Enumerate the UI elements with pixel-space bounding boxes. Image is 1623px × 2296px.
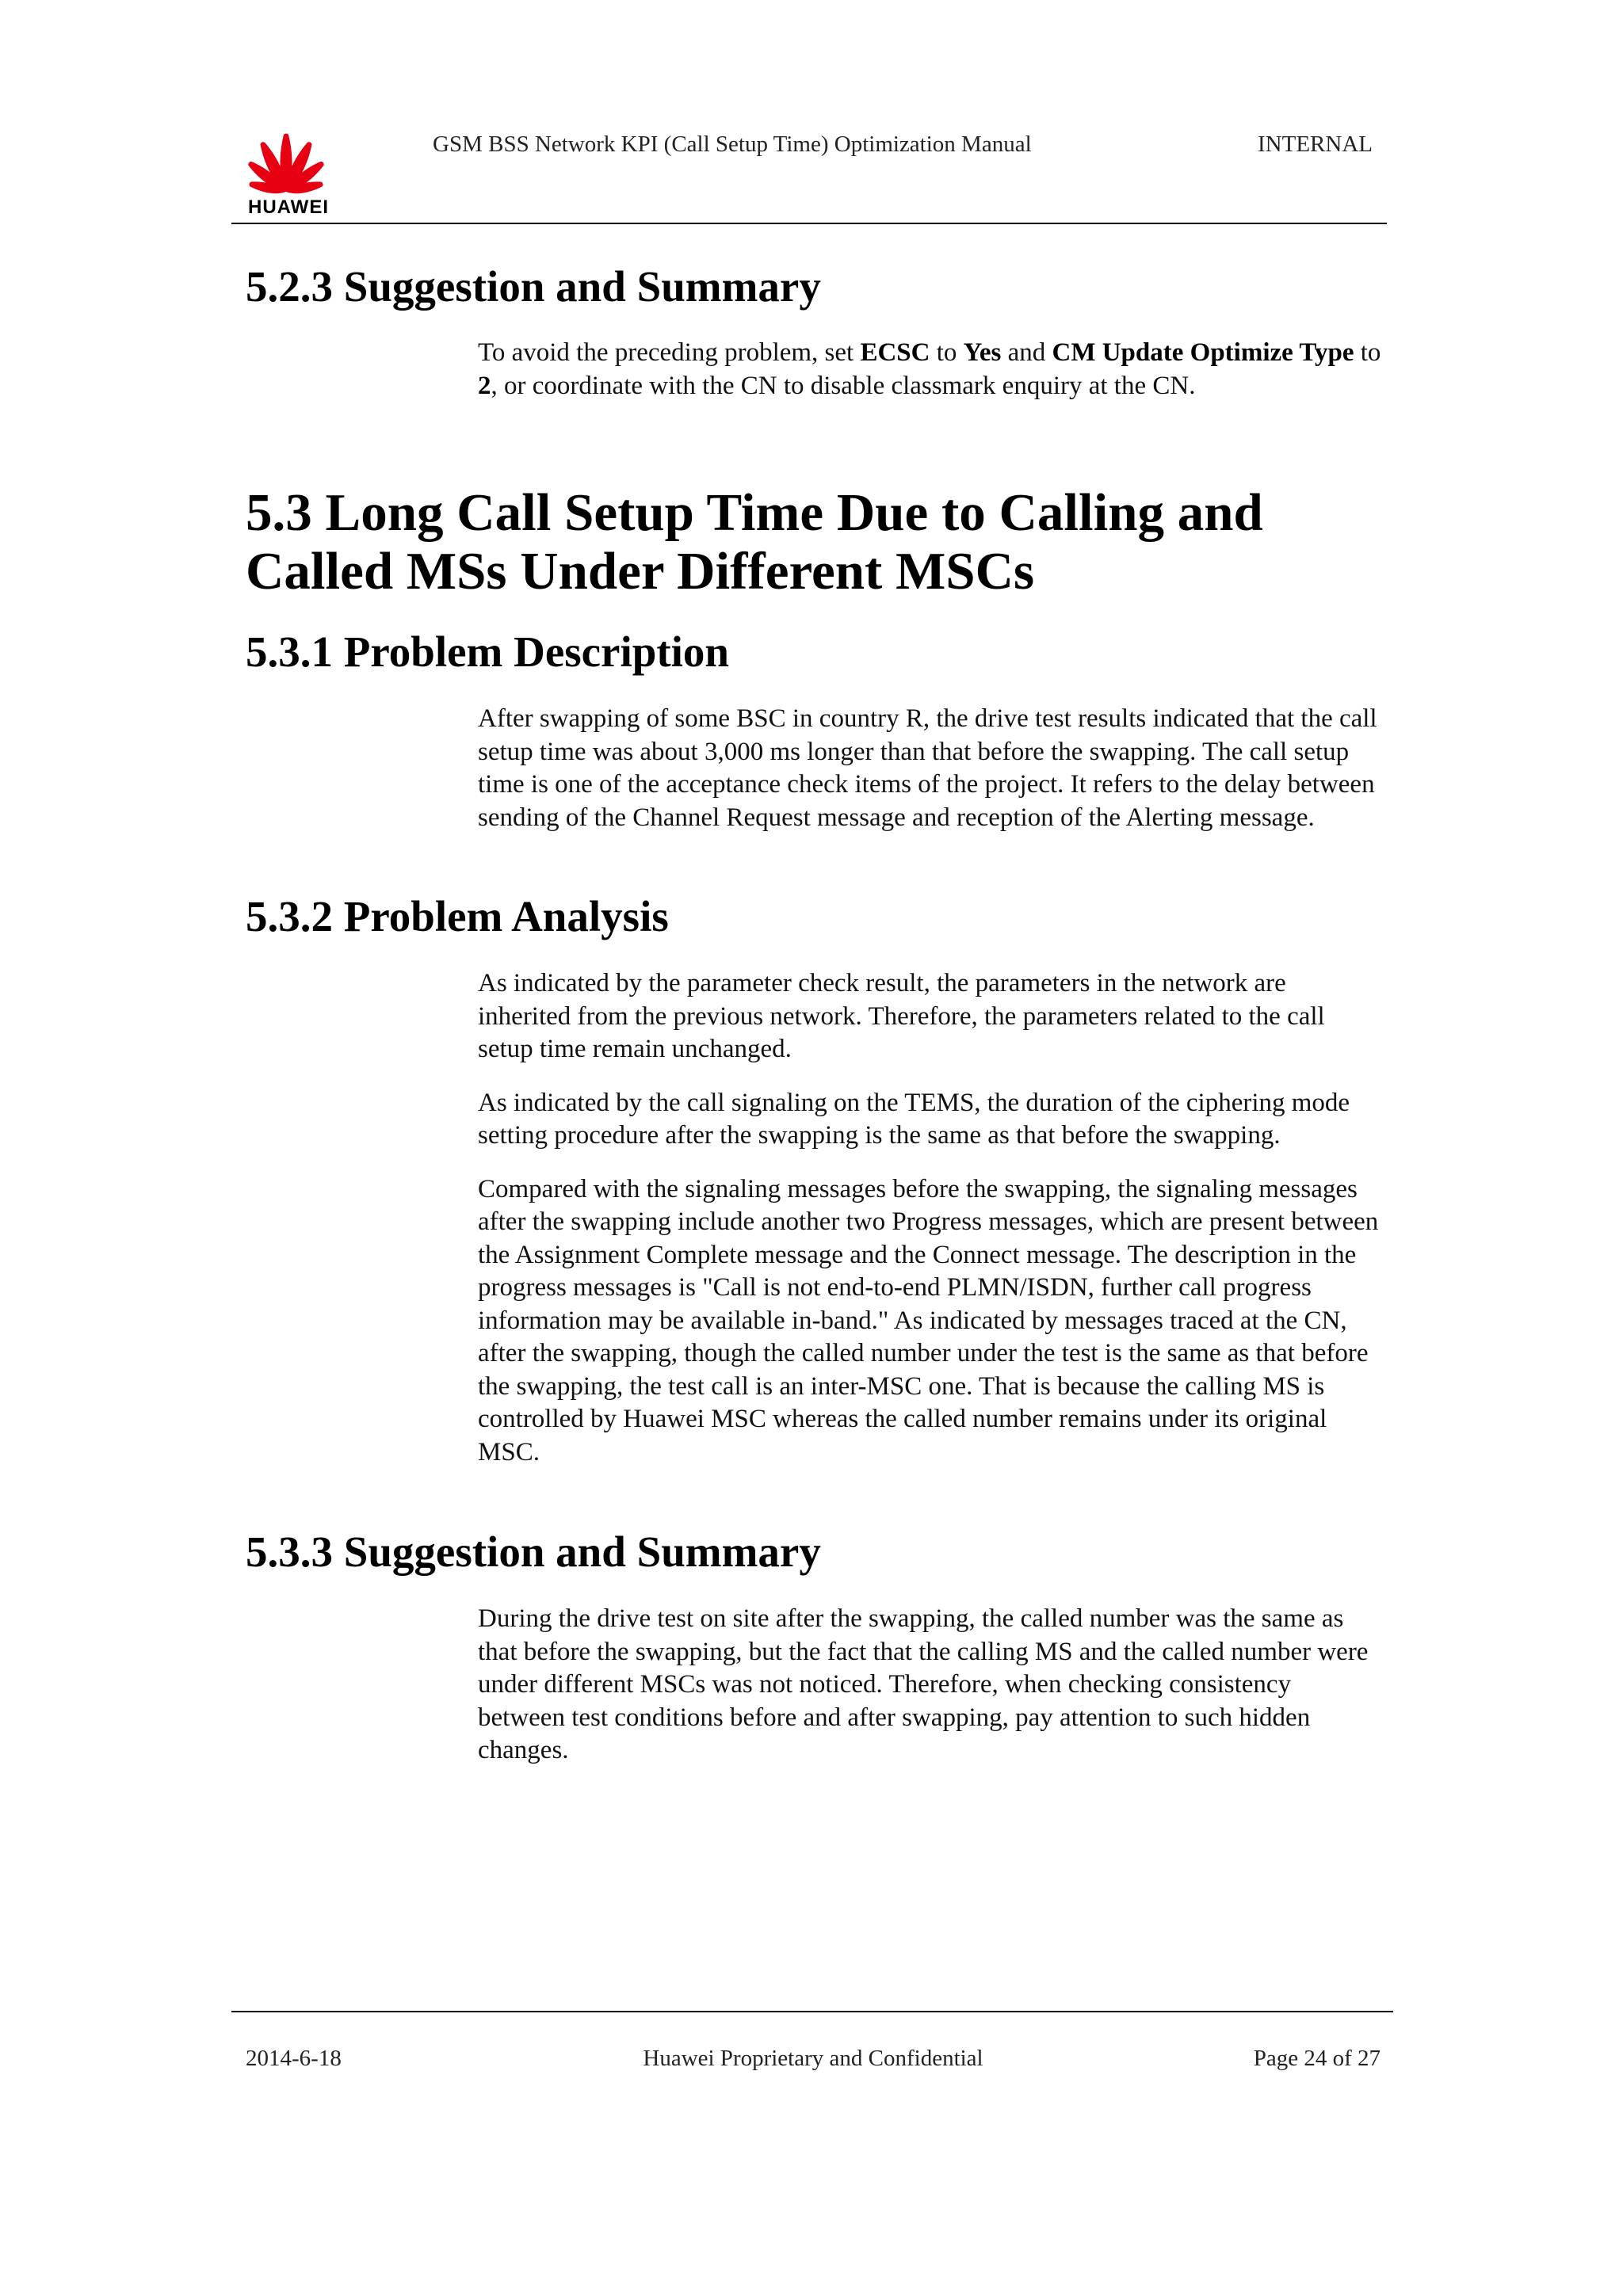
paragraph: After swapping of some BSC in country R, the drive test results indicated that the call setup time was about 3,000 ms longer than that before the swapping. The call setup time is one of the acceptance check items of the project. It refers to the delay between sending of the Channel Request message and reception of the Alerting message. <box>478 704 1377 832</box>
footer-date: 2014-6-18 <box>246 2046 342 2071</box>
param-cm-update-optimize-type: CM Update Optimize Type <box>1052 338 1354 367</box>
paragraph: During the drive test on site after the swapping, the called number was the same as that before the swapping, but the fact that the calling MS and the called number were under different MSCs was not noticed. Therefore, when checking consistency between test conditions before and after swapping, pay attention to such hidden changes. <box>478 1604 1369 1764</box>
paragraph: As indicated by the parameter check result, the parameters in the network are inherited from the previous network. Therefore, the parameters related to the call setup time remain unchanged. <box>478 969 1325 1063</box>
footer-confidentiality: Huawei Proprietary and Confidential <box>643 2046 983 2071</box>
page-header <box>235 127 1387 225</box>
heading-5-3-2: 5.3.2 Problem Analysis <box>246 892 669 940</box>
huawei-logo <box>235 127 338 225</box>
huawei-flower-icon <box>235 127 338 198</box>
header-divider <box>231 223 1387 224</box>
logo-wordmark: HUAWEI <box>248 196 329 218</box>
heading-5-3-3: 5.3.3 Suggestion and Summary <box>246 1527 821 1576</box>
footer-divider <box>231 2011 1393 2012</box>
classification-label: INTERNAL <box>1258 132 1373 157</box>
paragraph: Compared with the signaling messages before the swapping, the signaling messages after the swapping include another two Progress messages, which are present between the Assignment Complete message and the Connect message. The description in the progress messages is "Call is not end-to-end PLMN/ISDN, further call progress information may be available in-band." As indicated by messages traced at the CN, after the swapping, though the called number under the test is the same as that before the swapping, the test call is an inter-MSC one. That is because the calling MS is controlled by Huawei MSC whereas the called number remains under its original MSC. <box>478 1174 1379 1466</box>
paragraph: To avoid the preceding problem, set ECSC to Yes and CM Update Optimize Type to 2, or coordinate with the CN to disable classmark enquiry at the CN. <box>478 338 1381 400</box>
document-title: GSM BSS Network KPI (Call Setup Time) Optimization Manual <box>433 132 1032 157</box>
heading-5-3-1: 5.3.1 Problem Description <box>246 627 730 676</box>
section-5-3-3-body <box>478 1603 1381 1788</box>
section-5-3-1-body <box>478 703 1381 855</box>
heading-5-2-3: 5.2.3 Suggestion and Summary <box>246 262 821 311</box>
section-5-3-2-body <box>478 967 1381 1489</box>
page-footer <box>246 2046 1381 2077</box>
heading-5-3: 5.3 Long Call Setup Time Due to Calling and Called MSs Under Different MSCs <box>246 483 1263 601</box>
section-5-2-3-body <box>478 337 1381 423</box>
paragraph: As indicated by the call signaling on the TEMS, the duration of the ciphering mode setting procedure after the swapping is the same as that before the swapping. <box>478 1088 1350 1150</box>
value-yes: Yes <box>963 338 1002 367</box>
param-ecsc: ECSC <box>860 338 930 367</box>
page-number: Page 24 of 27 <box>1253 2046 1381 2071</box>
value-2: 2 <box>478 371 491 400</box>
